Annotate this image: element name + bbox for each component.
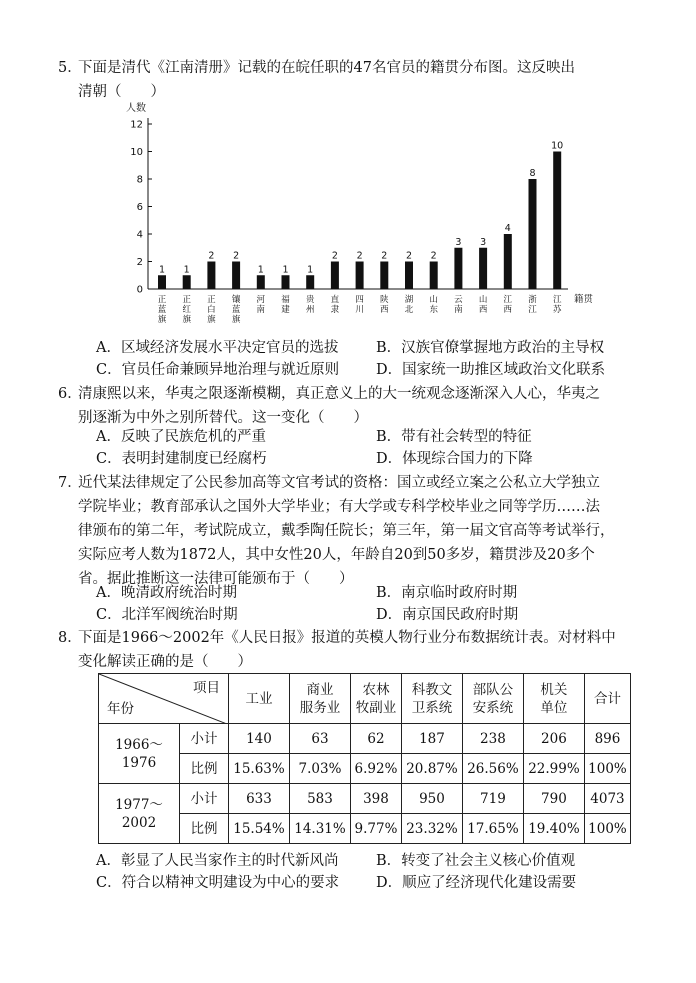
question-stem-line: 省。据此推断这一法律可能颁布于（ ） bbox=[78, 571, 354, 587]
data-label: 2 bbox=[208, 250, 215, 262]
table-cell: 15.54% bbox=[229, 814, 290, 844]
table-cell: 583 bbox=[289, 784, 350, 814]
table-corner-cell bbox=[99, 674, 229, 724]
x-tick-label: 浙江 bbox=[528, 295, 537, 315]
table-row bbox=[99, 724, 631, 754]
table-header: 科教文 卫系统 bbox=[401, 674, 462, 724]
x-tick-label: 贵州 bbox=[305, 295, 315, 315]
options-row bbox=[96, 604, 656, 626]
corner-top-label: 项目 bbox=[193, 680, 220, 696]
x-tick-label: 云南 bbox=[454, 295, 463, 315]
option-c[interactable]: C．表明封建制度已经腐朽 bbox=[96, 451, 267, 467]
question-7 bbox=[58, 471, 658, 591]
table-cell: 206 bbox=[523, 724, 584, 754]
table-cell: 23.32% bbox=[401, 814, 462, 844]
question-stem-line: 实际应考人数为1872人，其中女性20人，年龄自20到50多岁，籍贯涉及20多个 bbox=[78, 547, 595, 563]
table-header: 部队公 安系统 bbox=[462, 674, 523, 724]
table-cell: 100% bbox=[584, 754, 630, 784]
bar bbox=[257, 275, 265, 289]
table-cell: 19.40% bbox=[523, 814, 584, 844]
option-b[interactable]: B．转变了社会主义核心价值观 bbox=[376, 853, 576, 869]
data-label: 2 bbox=[331, 250, 338, 262]
option-d[interactable]: D．国家统一助推区域政治文化联系 bbox=[376, 362, 606, 378]
data-label: 10 bbox=[551, 140, 564, 152]
option-b[interactable]: B．带有社会转型的特征 bbox=[376, 429, 532, 445]
question-stem-line: 近代某法律规定了公民参加高等文官考试的资格：国立或经立案之公私立大学独立 bbox=[78, 475, 600, 491]
table-cell: 17.65% bbox=[462, 814, 523, 844]
question-stem-line: 学院毕业；教育部承认之国外大学毕业；有大学或专科学校毕业之同等学历……法 bbox=[78, 499, 600, 515]
option-c[interactable]: C．北洋军阀统治时期 bbox=[96, 607, 238, 623]
question-stem-line: 清朝（ ） bbox=[78, 84, 165, 100]
x-axis-label: 籍贯 bbox=[574, 294, 594, 305]
table-header: 商业 服务业 bbox=[289, 674, 350, 724]
data-label: 3 bbox=[480, 236, 487, 248]
options-row bbox=[96, 872, 656, 894]
bar bbox=[529, 179, 537, 289]
question-5 bbox=[58, 56, 658, 104]
x-tick-label: 四川 bbox=[355, 295, 364, 315]
table-cell: 790 bbox=[523, 784, 584, 814]
option-a[interactable]: A．晚清政府统治时期 bbox=[96, 585, 237, 601]
table-cell: 63 bbox=[289, 724, 350, 754]
y-tick-label: 6 bbox=[136, 202, 143, 213]
bar bbox=[232, 262, 240, 290]
question-stem-line: 变化解读正确的是（ ） bbox=[78, 654, 252, 670]
data-label: 8 bbox=[529, 168, 536, 179]
table-header: 工业 bbox=[229, 674, 290, 724]
y-tick-label: 8 bbox=[136, 174, 143, 186]
row-label: 比例 bbox=[180, 814, 229, 844]
options-row bbox=[96, 448, 656, 470]
table-cell: 6.92% bbox=[350, 754, 401, 784]
x-tick-label: 山西 bbox=[478, 295, 488, 315]
table-cell: 62 bbox=[350, 724, 401, 754]
option-d[interactable]: D．南京国民政府时期 bbox=[376, 607, 519, 623]
bar bbox=[158, 275, 166, 289]
period-cell: 1977～ 2002 bbox=[99, 784, 180, 844]
options-row bbox=[96, 850, 656, 872]
data-label: 2 bbox=[381, 250, 388, 262]
x-tick-label: 福建 bbox=[281, 295, 290, 315]
table-cell: 187 bbox=[401, 724, 462, 754]
bar bbox=[430, 262, 438, 290]
row-label: 小计 bbox=[180, 784, 229, 814]
x-tick-label: 正蓝旗 bbox=[157, 295, 167, 325]
data-label: 2 bbox=[356, 250, 363, 262]
y-tick-label: 12 bbox=[130, 119, 143, 131]
data-label: 1 bbox=[307, 264, 314, 276]
table-header: 机关 单位 bbox=[523, 674, 584, 724]
table-cell: 14.31% bbox=[289, 814, 350, 844]
table-cell: 20.87% bbox=[401, 754, 462, 784]
options-row bbox=[96, 426, 656, 448]
options-row bbox=[96, 582, 656, 604]
bar bbox=[479, 248, 487, 289]
option-b[interactable]: B．南京临时政府时期 bbox=[376, 585, 518, 601]
option-b[interactable]: B．汉族官僚掌握地方政治的主导权 bbox=[376, 340, 605, 356]
options-row bbox=[96, 359, 656, 381]
period-cell: 1966～ 1976 bbox=[99, 724, 180, 784]
question-8 bbox=[58, 626, 658, 674]
table-cell: 238 bbox=[462, 724, 523, 754]
options-row bbox=[96, 337, 656, 359]
x-tick-label: 江西 bbox=[503, 295, 513, 315]
x-tick-label: 山东 bbox=[429, 295, 438, 315]
bar bbox=[380, 262, 388, 290]
y-axis-label: 人数 bbox=[126, 103, 146, 114]
data-label: 4 bbox=[504, 223, 511, 234]
question-number: 6． bbox=[58, 386, 82, 402]
question-number: 8． bbox=[58, 630, 82, 646]
x-tick-label: 河南 bbox=[256, 295, 266, 315]
table-cell: 7.03% bbox=[289, 754, 350, 784]
table-header: 合计 bbox=[584, 674, 630, 724]
option-a[interactable]: A．反映了民族危机的严重 bbox=[96, 429, 266, 445]
bar bbox=[405, 262, 413, 290]
question-6 bbox=[58, 382, 658, 430]
bar-chart bbox=[110, 100, 610, 335]
bar bbox=[282, 275, 290, 289]
bar bbox=[504, 234, 512, 289]
data-label: 1 bbox=[158, 264, 166, 276]
table-cell: 26.56% bbox=[462, 754, 523, 784]
question-stem-line: 下面是清代《江南清册》记载的在皖任职的47名官员的籍贯分布图。这反映出 bbox=[78, 60, 575, 76]
data-label: 1 bbox=[282, 264, 289, 276]
x-tick-label: 湖北 bbox=[404, 295, 414, 315]
table-cell: 140 bbox=[229, 724, 290, 754]
table-cell: 719 bbox=[462, 784, 523, 814]
bar bbox=[183, 275, 191, 289]
x-tick-label: 江苏 bbox=[552, 295, 562, 315]
bar bbox=[207, 262, 215, 290]
table-cell: 9.77% bbox=[350, 814, 401, 844]
question-stem-line: 清康熙以来，华夷之限逐渐模糊，真正意义上的大一统观念逐渐深入人心，华夷之 bbox=[78, 386, 600, 402]
data-label: 2 bbox=[405, 250, 413, 262]
row-label: 比例 bbox=[180, 754, 229, 784]
data-label: 3 bbox=[455, 236, 462, 248]
bar bbox=[454, 248, 462, 289]
table-cell: 100% bbox=[584, 814, 630, 844]
x-tick-label: 正白旗 bbox=[207, 295, 216, 325]
question-stem-line: 下面是1966～2002年《人民日报》报道的英模人物行业分布数据统计表。对材料中 bbox=[78, 630, 616, 646]
bar bbox=[306, 275, 314, 289]
option-a[interactable]: A．彰显了人民当家作主的时代新风尚 bbox=[96, 853, 339, 869]
table-cell: 22.99% bbox=[523, 754, 584, 784]
question-stem-line: 律颁布的第二年，考试院成立，戴季陶任院长；第三年，第一届文官高等考试举行， bbox=[78, 523, 615, 539]
x-tick-label: 直隶 bbox=[330, 295, 340, 315]
table-cell: 398 bbox=[350, 784, 401, 814]
y-tick-label: 0 bbox=[136, 284, 143, 296]
table-cell: 4073 bbox=[584, 784, 630, 814]
data-table bbox=[98, 673, 631, 844]
table-header-row bbox=[99, 674, 631, 724]
data-label: 1 bbox=[257, 264, 264, 276]
bar bbox=[331, 262, 339, 290]
y-tick-label: 10 bbox=[130, 147, 143, 158]
bar bbox=[356, 262, 364, 290]
y-tick-label: 4 bbox=[136, 229, 143, 241]
row-label: 小计 bbox=[180, 724, 229, 754]
table-header: 农林 牧副业 bbox=[350, 674, 401, 724]
table-cell: 15.63% bbox=[229, 754, 290, 784]
data-label: 2 bbox=[430, 250, 437, 262]
data-label: 2 bbox=[233, 250, 240, 262]
data-label: 1 bbox=[183, 264, 190, 276]
y-tick-label: 2 bbox=[136, 257, 143, 268]
option-c[interactable]: C．官员任命兼顾异地治理与就近原则 bbox=[96, 362, 340, 378]
option-a[interactable]: A．区域经济发展水平决定官员的选拔 bbox=[96, 340, 339, 356]
x-tick-label: 正红旗 bbox=[182, 295, 191, 325]
option-d[interactable]: D．顺应了经济现代化建设需要 bbox=[376, 875, 577, 891]
option-c[interactable]: C．符合以精神文明建设为中心的要求 bbox=[96, 875, 340, 891]
question-number: 5． bbox=[58, 60, 82, 76]
bar bbox=[553, 152, 561, 290]
question-stem-line: 别逐渐为中外之别所替代。这一变化（ ） bbox=[78, 410, 368, 426]
table-row bbox=[99, 784, 631, 814]
question-number: 7． bbox=[58, 475, 82, 491]
x-tick-label: 镶蓝旗 bbox=[231, 295, 241, 325]
corner-bottom-label: 年份 bbox=[107, 701, 134, 717]
x-tick-label: 陕西 bbox=[380, 295, 389, 315]
option-d[interactable]: D．体现综合国力的下降 bbox=[376, 451, 533, 467]
table-cell: 950 bbox=[401, 784, 462, 814]
table-cell: 633 bbox=[229, 784, 290, 814]
table-cell: 896 bbox=[584, 724, 630, 754]
